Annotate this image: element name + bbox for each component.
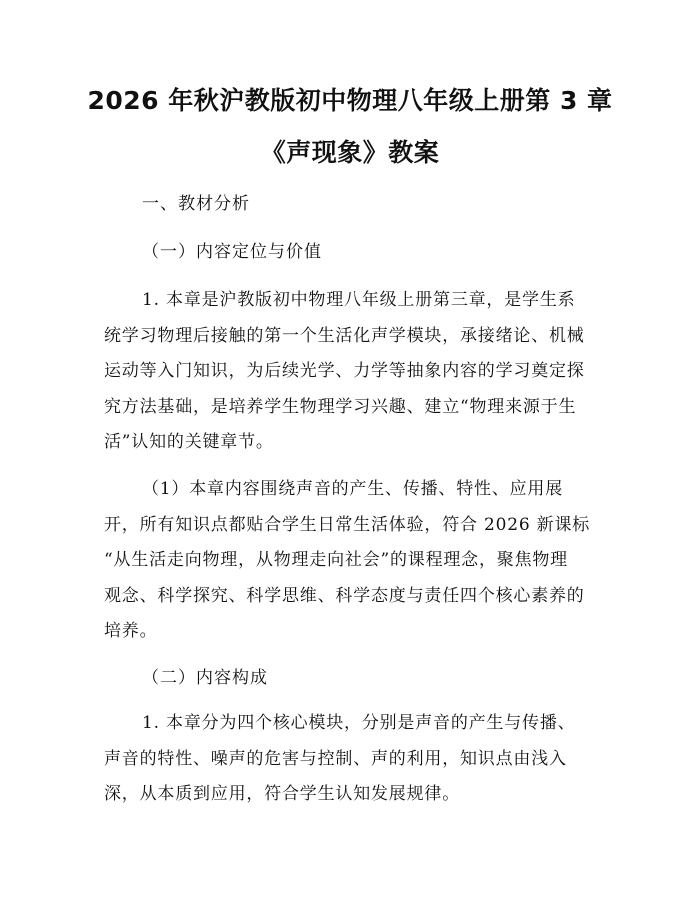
document-title-line-1: 2026 年秋沪教版初中物理八年级上册第 3 章 <box>87 86 613 115</box>
paragraph-line: 培养。 <box>104 621 158 642</box>
paragraph-content-scope <box>104 472 602 650</box>
paragraph-line: “从生活走向物理，从物理走向社会”的课程理念，聚焦物理 <box>104 550 568 571</box>
paragraph-content-modules <box>104 706 602 813</box>
paragraph-line: 活”认知的关键章节。 <box>104 432 274 453</box>
paragraph-line: （1）本章内容围绕声音的产生、传播、特性、应用展 <box>142 479 564 499</box>
paragraph-line: 声音的特性、噪声的危害与控制、声的利用，知识点由浅入 <box>104 748 567 769</box>
paragraph-chapter-position <box>104 283 602 461</box>
paragraph-line: 观念、科学探究、科学思维、科学态度与责任四个核心素养的 <box>104 585 585 606</box>
paragraph-line: 统学习物理后接触的第一个生活化声学模块，承接绪论、机械 <box>104 325 585 346</box>
paragraph-line: 究方法基础，是培养学生物理学习兴趣、建立“物理来源于生 <box>104 396 577 417</box>
paragraph-line: 1. 本章分为四个核心模块，分别是声音的产生与传播、 <box>142 713 576 733</box>
paragraph-line: 深，从本质到应用，符合学生认知发展规律。 <box>104 784 460 805</box>
paragraph-line: 开，所有知识点都贴合学生日常生活体验，符合 2026 新课标 <box>104 514 591 535</box>
subsection-heading-content-position: （一）内容定位与价值 <box>142 242 322 262</box>
paragraph-line: 1. 本章是沪教版初中物理八年级上册第三章，是学生系 <box>142 290 576 310</box>
subsection-heading-content-structure: （二）内容构成 <box>142 668 268 688</box>
section-heading-teaching-material-analysis: 一、教材分析 <box>142 194 250 214</box>
paragraph-line: 运动等入门知识，为后续光学、力学等抽象内容的学习奠定探 <box>104 361 585 382</box>
document-title-line-2: 《声现象》教案 <box>260 138 440 167</box>
